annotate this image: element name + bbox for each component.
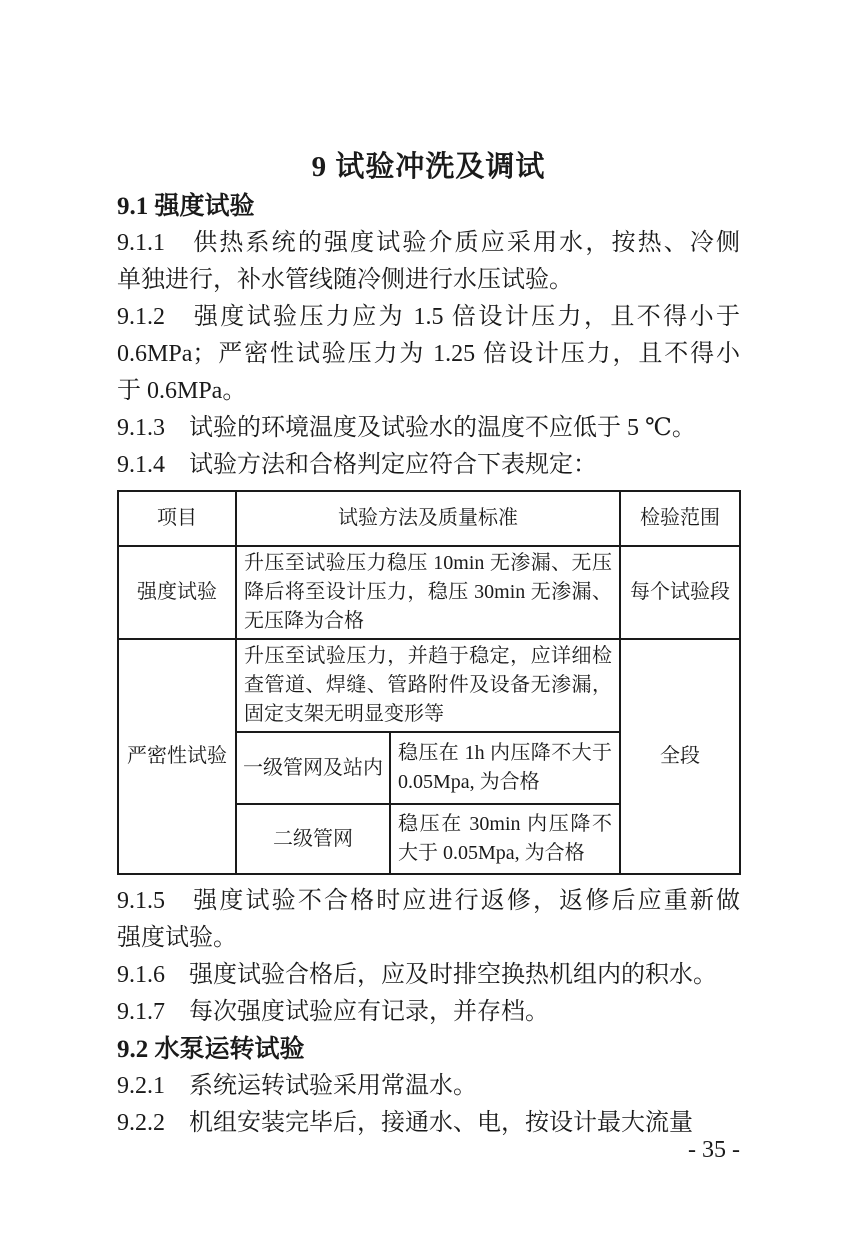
cell-strength-method: 升压至试验压力稳压 10min 无渗漏、无压降后将至设计压力，稳压 30min 无渗漏、无压降为合格 <box>236 546 620 639</box>
cell-strength-scope: 每个试验段 <box>620 546 740 639</box>
header-cell-item: 项目 <box>118 491 236 546</box>
cell-tightness-item: 严密性试验 <box>118 639 236 874</box>
page-number: - 35 - <box>688 1137 740 1163</box>
clause-line: 于 0.6MPa。 <box>117 378 247 404</box>
cell-tightness-general-method: 升压至试验压力，并趋于稳定，应详细检查管道、焊缝、管路附件及设备无渗漏，固定支架无明显变形等 <box>236 639 620 732</box>
text-block <box>117 146 740 1142</box>
table-row-strength-test <box>118 546 740 639</box>
test-method-table <box>117 490 741 875</box>
cell-tightness-scope: 全段 <box>620 639 740 874</box>
table-row-tightness-general <box>118 639 740 732</box>
cell-strength-item: 强度试验 <box>118 546 236 639</box>
section-9-2-heading: 9.2 水泵运转试验 <box>117 1036 305 1063</box>
clause-line: 9.1.5 强度试验不合格时应进行返修，返修后应重新做 <box>117 888 740 914</box>
clause-line: 0.6MPa；严密性试验压力为 1.25 倍设计压力，且不得小 <box>117 341 740 367</box>
clause-9-1-3: 9.1.3 试验的环境温度及试验水的温度不应低于 5 ℃。 <box>117 415 696 441</box>
chapter-title: 9 试验冲洗及调试 <box>311 151 546 183</box>
header-cell-method: 试验方法及质量标准 <box>236 491 620 546</box>
table-header-row <box>118 491 740 546</box>
clause-9-1-5 <box>117 883 740 957</box>
header-cell-scope: 检验范围 <box>620 491 740 546</box>
cell-primary-network-label: 一级管网及站内 <box>236 732 390 804</box>
cell-secondary-network-method: 稳压在 30min 内压降不大于 0.05Mpa, 为合格 <box>390 804 620 874</box>
clause-line: 9.1.2 强度试验压力应为 1.5 倍设计压力，且不得小于 <box>117 304 740 330</box>
clause-line: 强度试验。 <box>117 925 237 951</box>
clause-9-1-7: 9.1.7 每次强度试验应有记录，并存档。 <box>117 999 549 1025</box>
cell-secondary-network-label: 二级管网 <box>236 804 390 874</box>
clause-9-2-2: 9.2.2 机组安装完毕后，接通水、电，按设计最大流量 <box>117 1110 693 1136</box>
section-9-1-heading: 9.1 强度试验 <box>117 193 255 220</box>
clause-9-2-1: 9.2.1 系统运转试验采用常温水。 <box>117 1073 477 1099</box>
clause-line: 9.1.1 供热系统的强度试验介质应采用水，按热、冷侧 <box>117 230 740 256</box>
clause-line: 单独进行，补水管线随冷侧进行水压试验。 <box>117 267 573 293</box>
cell-primary-network-method: 稳压在 1h 内压降不大于 0.05Mpa, 为合格 <box>390 732 620 804</box>
clause-9-1-4: 9.1.4 试验方法和合格判定应符合下表规定： <box>117 452 597 478</box>
clause-9-1-6: 9.1.6 强度试验合格后，应及时排空换热机组内的积水。 <box>117 962 717 988</box>
clause-9-1-2 <box>117 299 740 410</box>
clause-9-1-1 <box>117 225 740 299</box>
